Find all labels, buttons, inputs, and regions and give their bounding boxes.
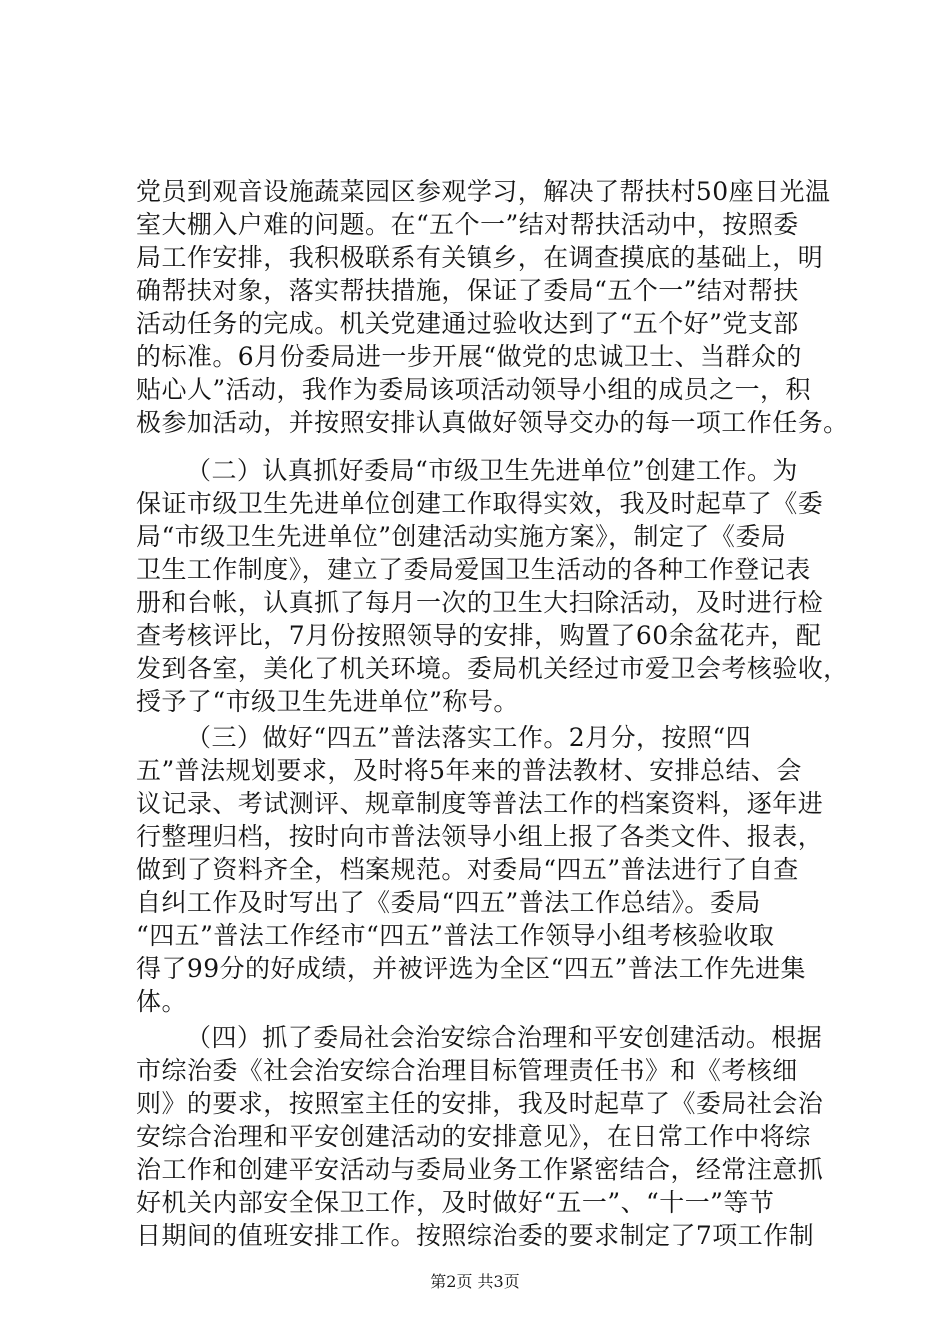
text-line: 行整理归档，按时向市普法领导小组上报了各类文件、报表， — [136, 822, 824, 851]
text-line: 做到了资料齐全，档案规范。对委局“四五”普法进行了自查 — [136, 855, 799, 884]
text-line: 自纠工作及时写出了《委局“四五”普法工作总结》。委局 — [136, 888, 761, 917]
page-number-footer: 第2页 共3页 — [430, 1272, 520, 1291]
text-line: 得了99分的好成绩，并被评选为全区“四五”普法工作先进集 — [136, 954, 806, 983]
text-line: “四五”普法工作经市“四五”普法工作领导小组考核验收取 — [136, 921, 775, 950]
paragraph-heading-3: （三）做好“四五”普法落实工作。2月分，按照“四 — [186, 723, 752, 752]
text-line: 室大棚入户难的问题。在“五个一”结对帮扶活动中，按照委 — [136, 210, 799, 239]
text-line: 市综治委《社会治安综合治理目标管理责任书》和《考核细 — [136, 1056, 798, 1085]
text-line: 党员到观音设施蔬菜园区参观学习，解决了帮扶村50座日光温 — [136, 177, 831, 206]
text-line: 议记录、考试测评、规章制度等普法工作的档案资料，逐年进 — [136, 789, 824, 818]
text-line: 极参加活动，并按照安排认真做好领导交办的每一项工作任务。 — [136, 408, 849, 437]
text-line: 局“市级卫生先进单位”创建活动实施方案》，制定了《委局 — [136, 522, 787, 551]
text-line: 的标准。6月份委局进一步开展“做党的忠诚卫士、当群众的 — [136, 342, 802, 371]
text-line: 保证市级卫生先进单位创建工作取得实效，我及时起草了《委 — [136, 489, 824, 518]
text-line: 体。 — [136, 987, 187, 1016]
text-line: 授予了“市级卫生先进单位”称号。 — [136, 687, 519, 716]
text-line: 安综合治理和平安创建活动的安排意见》，在日常工作中将综 — [136, 1122, 811, 1151]
text-line: 发到各室，美化了机关环境。委局机关经过市爱卫会考核验收， — [136, 654, 849, 683]
paragraph-heading-4: （四）抓了委局社会治安综合治理和平安创建活动。根据 — [186, 1023, 823, 1052]
text-line: 查考核评比，7月份按照领导的安排，购置了60余盆花卉，配 — [136, 621, 822, 650]
text-line: 活动任务的完成。机关党建通过验收达到了“五个好”党支部 — [136, 309, 799, 338]
text-line: 则》的要求，按照室主任的安排，我及时起草了《委局社会治 — [136, 1089, 824, 1118]
paragraph-heading-2: （二）认真抓好委局“市级卫生先进单位”创建工作。为 — [186, 456, 798, 485]
text-line: 卫生工作制度》，建立了委局爱国卫生活动的各种工作登记表 — [136, 555, 811, 584]
text-line: 册和台帐，认真抓了每月一次的卫生大扫除活动，及时进行检 — [136, 588, 824, 617]
text-line: 五”普法规划要求，及时将5年来的普法教材、安排总结、会 — [136, 756, 802, 785]
text-line: 贴心人”活动，我作为委局该项活动领导小组的成员之一，积 — [136, 375, 811, 404]
text-line: 日期间的值班安排工作。按照综治委的要求制定了7项工作制 — [136, 1221, 815, 1250]
text-line: 好机关内部安全保卫工作，及时做好“五一”、“十一”等节 — [136, 1188, 775, 1217]
text-line: 局工作安排，我积极联系有关镇乡，在调查摸底的基础上，明 — [136, 243, 824, 272]
text-line: 治工作和创建平安活动与委局业务工作紧密结合，经常注意抓 — [136, 1155, 824, 1184]
text-line: 确帮扶对象，落实帮扶措施，保证了委局“五个一”结对帮扶 — [136, 276, 799, 305]
